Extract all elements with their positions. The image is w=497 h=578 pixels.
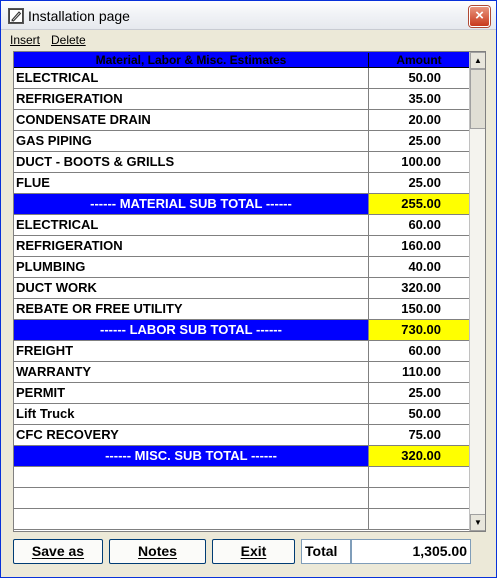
row-description[interactable]: ------ LABOR SUB TOTAL ------ [14,320,368,340]
row-amount[interactable]: 150.00 [368,299,469,319]
table-row[interactable] [14,152,469,173]
row-description[interactable]: WARRANTY [16,364,92,379]
arrow-up-icon[interactable]: ▲ [470,52,486,69]
row-amount[interactable]: 60.00 [368,341,469,361]
row-description[interactable]: REFRIGERATION [16,91,123,106]
row-description[interactable]: CONDENSATE DRAIN [16,112,151,127]
row-description[interactable] [14,488,368,508]
notes-label: Notes [138,543,177,559]
row-description[interactable]: PERMIT [16,385,66,400]
row-amount[interactable]: 25.00 [368,383,469,403]
row-description[interactable]: FREIGHT [16,343,74,358]
table-row[interactable] [14,278,469,299]
row-amount[interactable]: 35.00 [368,89,469,109]
row-amount[interactable]: 110.00 [368,362,469,382]
table-row[interactable] [14,467,469,488]
total-label: Total [301,539,351,564]
row-description[interactable]: ELECTRICAL [16,70,99,85]
title-bar[interactable] [1,1,496,30]
exit-label: Exit [240,543,267,559]
subtotal-row[interactable] [14,320,469,341]
table-row[interactable] [14,236,469,257]
table-row[interactable] [14,173,469,194]
close-icon[interactable]: × [469,6,490,27]
row-amount[interactable]: 20.00 [368,110,469,130]
row-amount[interactable]: 255.00 [368,194,469,214]
subtotal-row[interactable] [14,446,469,467]
menu-insert[interactable]: Insert [10,33,41,47]
table-row[interactable] [14,362,469,383]
row-amount[interactable]: 75.00 [368,425,469,445]
vertical-scrollbar[interactable] [469,52,485,531]
row-amount[interactable]: 25.00 [368,173,469,193]
row-amount[interactable]: 320.00 [368,278,469,298]
table-row[interactable] [14,488,469,509]
table-row[interactable] [14,383,469,404]
row-description[interactable]: PLUMBING [16,259,86,274]
table-row[interactable] [14,425,469,446]
exit-button[interactable] [212,539,295,564]
save-as-button[interactable] [13,539,103,564]
table-row[interactable] [14,68,469,89]
row-description[interactable]: GAS PIPING [16,133,92,148]
row-description[interactable]: REFRIGERATION [16,238,123,253]
row-description[interactable]: FLUE [16,175,50,190]
table-row[interactable] [14,509,469,530]
grid-rows [14,68,469,530]
edit-window-icon [8,8,24,24]
subtotal-row[interactable] [14,194,469,215]
arrow-down-icon[interactable]: ▼ [470,514,486,531]
row-description[interactable]: ELECTRICAL [16,217,99,232]
row-amount[interactable]: 50.00 [368,404,469,424]
row-amount[interactable]: 320.00 [368,446,469,466]
row-description[interactable]: REBATE OR FREE UTILITY [16,301,183,316]
menu-delete[interactable]: Delete [51,33,86,47]
save-as-label: Save as [31,543,85,559]
total-value: 1,305.00 [351,539,471,564]
menu-bar [1,30,496,49]
row-description[interactable]: DUCT WORK [16,280,97,295]
row-description[interactable]: ------ MISC. SUB TOTAL ------ [14,446,368,466]
notes-button[interactable] [109,539,206,564]
row-description[interactable] [14,509,368,529]
row-amount[interactable]: 25.00 [368,131,469,151]
row-description[interactable]: DUCT - BOOTS & GRILLS [16,154,175,169]
row-amount[interactable]: 50.00 [368,68,469,88]
row-description[interactable]: Lift Truck [16,406,75,421]
row-amount[interactable]: 40.00 [368,257,469,277]
header-amount[interactable]: Amount [368,53,469,68]
row-description[interactable] [14,467,368,487]
window-title: Installation page [28,8,130,24]
row-amount[interactable]: 60.00 [368,215,469,235]
table-row[interactable] [14,404,469,425]
table-row[interactable] [14,299,469,320]
table-row[interactable] [14,215,469,236]
row-amount[interactable]: 730.00 [368,320,469,340]
table-row[interactable] [14,341,469,362]
table-row[interactable] [14,89,469,110]
grid-header [14,52,469,68]
table-row[interactable] [14,110,469,131]
row-amount[interactable] [368,488,469,508]
table-row[interactable] [14,257,469,278]
row-amount[interactable]: 160.00 [368,236,469,256]
row-amount[interactable] [368,509,469,529]
row-description[interactable]: CFC RECOVERY [16,427,119,442]
scroll-thumb[interactable] [470,69,486,129]
header-description[interactable]: Material, Labor & Misc. Estimates [95,53,287,67]
row-amount[interactable] [368,467,469,487]
row-amount[interactable]: 100.00 [368,152,469,172]
row-description[interactable]: ------ MATERIAL SUB TOTAL ------ [14,194,368,214]
estimates-grid [13,51,486,532]
table-row[interactable] [14,131,469,152]
